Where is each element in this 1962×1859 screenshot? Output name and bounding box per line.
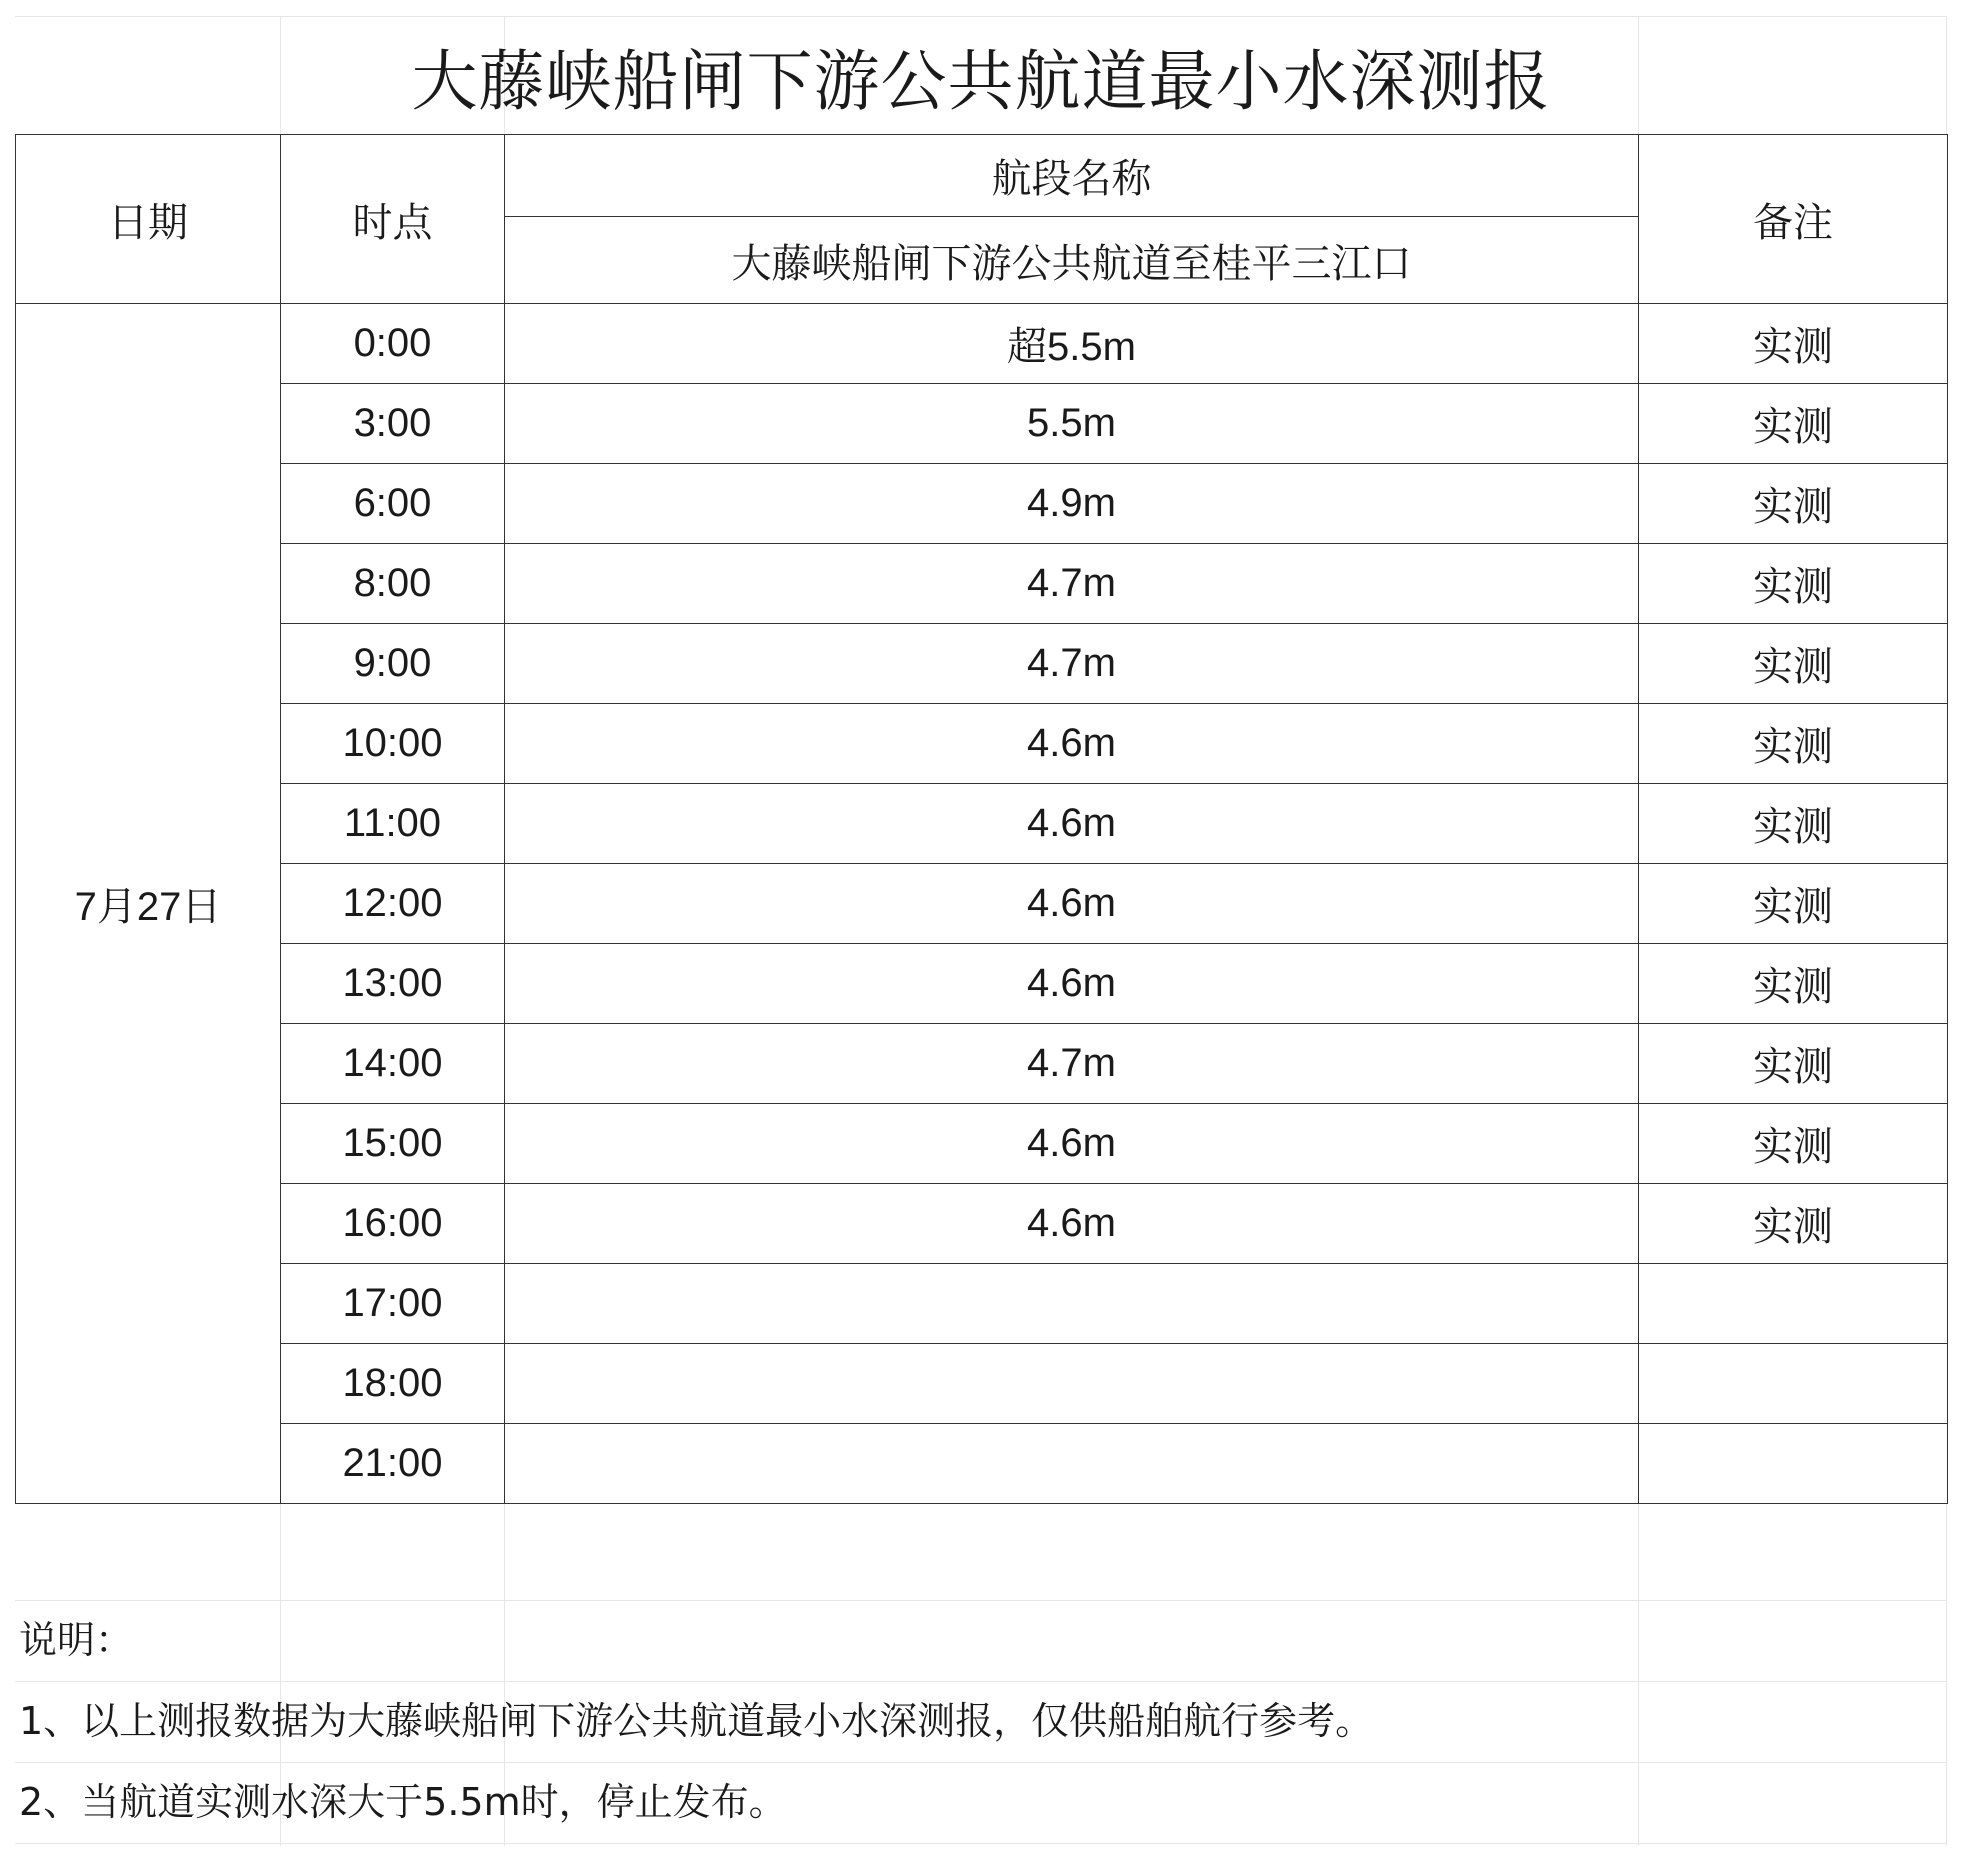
depth-cell: 4.6m (505, 704, 1639, 784)
depth-cell: 4.9m (505, 464, 1639, 544)
table-row (16, 1184, 1948, 1264)
note-item: 2、当航道实测水深大于5.5m时，停止发布。 (19, 1780, 787, 1824)
table-row (16, 1024, 1948, 1104)
time-column-header: 时点 (281, 135, 505, 304)
table-row (16, 1264, 1948, 1344)
grid-line (15, 1600, 1947, 1601)
note-cell: 实测 (1639, 304, 1948, 384)
depth-cell: 超5.5m (505, 304, 1639, 384)
table-row (16, 384, 1948, 464)
time-cell: 17:00 (281, 1264, 505, 1344)
depth-cell (505, 1264, 1639, 1344)
time-cell: 21:00 (281, 1424, 505, 1504)
table-row (16, 624, 1948, 704)
table-row (16, 304, 1948, 384)
depth-report-table (15, 134, 1948, 1504)
section-name: 大藤峡船闸下游公共航道至桂平三江口 (505, 217, 1639, 304)
note-cell: 实测 (1639, 624, 1948, 704)
time-cell: 9:00 (281, 624, 505, 704)
note-cell (1639, 1264, 1948, 1344)
note-cell: 实测 (1639, 544, 1948, 624)
time-cell: 11:00 (281, 784, 505, 864)
time-cell: 3:00 (281, 384, 505, 464)
note-cell: 实测 (1639, 704, 1948, 784)
time-cell: 12:00 (281, 864, 505, 944)
grid-line (15, 1843, 1947, 1844)
date-column-header: 日期 (16, 135, 281, 304)
time-cell: 8:00 (281, 544, 505, 624)
time-cell: 16:00 (281, 1184, 505, 1264)
note-cell: 实测 (1639, 384, 1948, 464)
time-cell: 0:00 (281, 304, 505, 384)
time-cell: 15:00 (281, 1104, 505, 1184)
depth-cell: 4.6m (505, 1184, 1639, 1264)
table-row (16, 704, 1948, 784)
note-cell: 实测 (1639, 464, 1948, 544)
time-cell: 10:00 (281, 704, 505, 784)
note-item: 1、以上测报数据为大藤峡船闸下游公共航道最小水深测报，仅供船舶航行参考。 (19, 1699, 1374, 1743)
date-cell: 7月27日 (16, 304, 281, 1504)
depth-cell: 4.6m (505, 864, 1639, 944)
table-row (16, 544, 1948, 624)
table-row (16, 1104, 1948, 1184)
note-cell: 实测 (1639, 1184, 1948, 1264)
depth-cell (505, 1344, 1639, 1424)
note-cell (1639, 1344, 1948, 1424)
depth-cell: 4.7m (505, 624, 1639, 704)
depth-cell: 4.6m (505, 1104, 1639, 1184)
notes-heading: 说明： (19, 1618, 134, 1662)
report-title: 大藤峡船闸下游公共航道最小水深测报 (411, 42, 1551, 120)
table-row (16, 464, 1948, 544)
note-cell: 实测 (1639, 864, 1948, 944)
note-cell: 实测 (1639, 1024, 1948, 1104)
time-cell: 6:00 (281, 464, 505, 544)
table-row (16, 1344, 1948, 1424)
time-cell: 13:00 (281, 944, 505, 1024)
note-cell: 实测 (1639, 944, 1948, 1024)
time-cell: 18:00 (281, 1344, 505, 1424)
depth-cell (505, 1424, 1639, 1504)
depth-cell: 5.5m (505, 384, 1639, 464)
depth-cell: 4.6m (505, 944, 1639, 1024)
section-name-header: 航段名称 (505, 135, 1639, 217)
note-cell: 实测 (1639, 784, 1948, 864)
table-row (16, 784, 1948, 864)
depth-cell: 4.7m (505, 544, 1639, 624)
table-row (16, 944, 1948, 1024)
note-cell (1639, 1424, 1948, 1504)
note-cell: 实测 (1639, 1104, 1948, 1184)
note-column-header: 备注 (1639, 135, 1948, 304)
time-cell: 14:00 (281, 1024, 505, 1104)
depth-cell: 4.7m (505, 1024, 1639, 1104)
table-row (16, 1424, 1948, 1504)
depth-cell: 4.6m (505, 784, 1639, 864)
table-row (16, 864, 1948, 944)
